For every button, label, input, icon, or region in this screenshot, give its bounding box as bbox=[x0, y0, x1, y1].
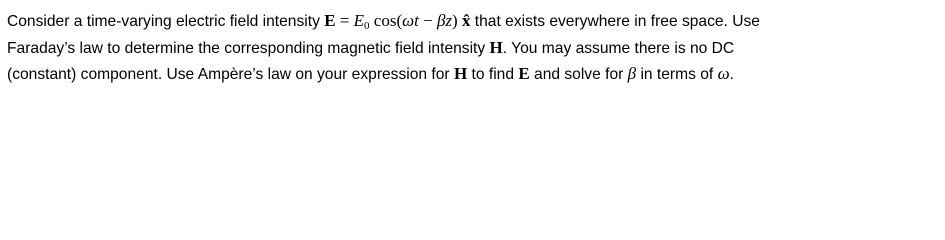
unit-vector-x-symbol: x̂ bbox=[461, 11, 471, 30]
text-fragment: . bbox=[729, 66, 734, 83]
text-fragment: that exists everywhere in free space. Use bbox=[470, 13, 760, 30]
omega-symbol: ω bbox=[717, 64, 730, 83]
omega-symbol: ω bbox=[402, 11, 415, 30]
beta-symbol: β bbox=[436, 11, 446, 30]
amplitude-subscript: 0 bbox=[364, 20, 370, 32]
beta-symbol: β bbox=[627, 64, 637, 83]
vector-H-symbol: H bbox=[453, 64, 468, 83]
text-fragment: . You may assume there is no DC bbox=[502, 39, 735, 57]
amplitude-symbol: E bbox=[353, 11, 365, 30]
problem-line-3 bbox=[7, 61, 942, 88]
problem-statement bbox=[7, 8, 942, 88]
vector-H-symbol: H bbox=[489, 37, 503, 57]
vector-E-symbol: E bbox=[518, 64, 530, 83]
z-symbol: z bbox=[445, 11, 453, 30]
problem-line-2 bbox=[7, 35, 942, 62]
problem-line-1 bbox=[7, 8, 942, 35]
text-fragment: Consider a time-varying electric field intensity bbox=[7, 13, 325, 30]
text-fragment: Faraday’s law to determine the corresponding magnetic field intensity bbox=[7, 39, 490, 57]
text-fragment: and solve for bbox=[529, 66, 628, 83]
vector-E-symbol: E bbox=[324, 11, 336, 30]
text-fragment: (constant) component. Use Ampère’s law on your expression for bbox=[7, 66, 454, 83]
t-symbol: t bbox=[414, 11, 419, 30]
text-fragment: in terms of bbox=[636, 66, 718, 83]
electric-field-expression: $E = E_0$ cos(ωt − βz) x̂ bbox=[324, 11, 471, 32]
text-fragment: to find bbox=[467, 66, 519, 83]
